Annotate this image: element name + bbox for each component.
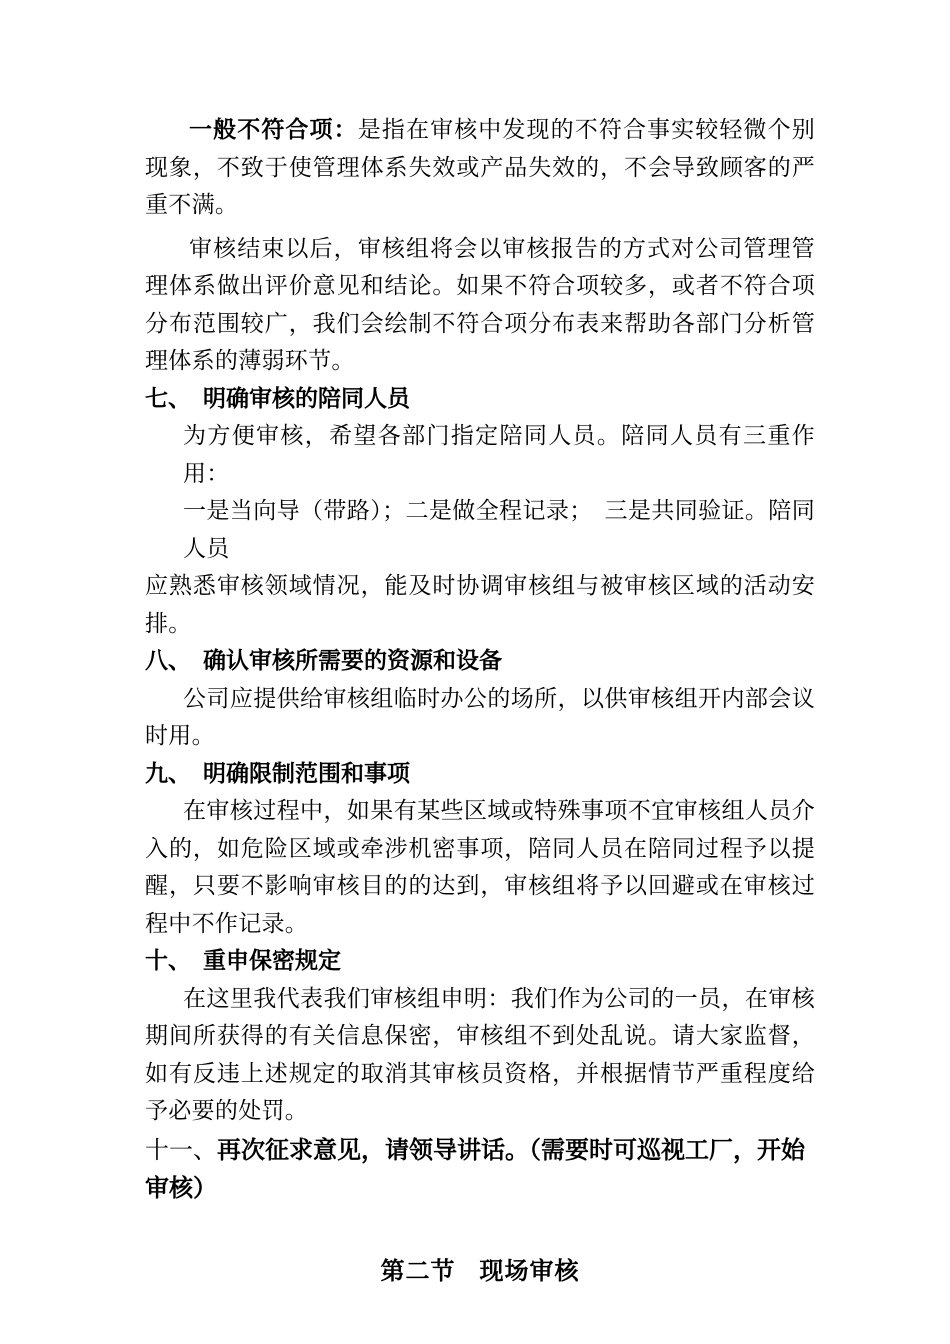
heading-title: 重申保密规定 bbox=[203, 948, 341, 974]
heading-number: 八、 bbox=[145, 648, 191, 674]
heading-title: 再次征求意见，请领导讲话。 bbox=[217, 1135, 529, 1164]
heading-number: 七、 bbox=[145, 385, 191, 412]
sec9-text: 在审核过程中，如果有某些区域或特殊事项不宜审核组人员介入的，如危险区域或牵涉机密事项，陪同人员在陪同过程予以提醒，只要不影响审核目的的达到，审核组将予以回避或在审核过程中不作记录。 bbox=[145, 798, 815, 937]
section-title-part1: 第二节 bbox=[380, 1256, 456, 1285]
sec7-line-1: 为方便审核，希望各部门指定陪同人员。陪同人员有三重作用： bbox=[183, 423, 815, 487]
heading-number: 十、 bbox=[145, 948, 191, 974]
heading-note: （需要时可巡视工厂，开始审核） bbox=[145, 1135, 805, 1202]
sec7-line-2: 一是当向导（带路）；二是做全程记录； 三是共同验证。陪同人员 bbox=[183, 498, 815, 562]
section-title-part2: 现场审核 bbox=[479, 1256, 580, 1285]
heading-number: 九、 bbox=[145, 760, 191, 787]
heading-section-9 bbox=[145, 756, 815, 794]
minor-nonconformity-text: 是指在审核中发现的不符合事实较轻微个别现象，不致于使管理体系失效或产品失效的，不会导致顾客的严重不满。 bbox=[145, 117, 816, 218]
heading-number: 十一、 bbox=[145, 1135, 217, 1164]
heading-title: 明确审核的陪同人员 bbox=[203, 385, 410, 412]
heading-title: 确认审核所需要的资源和设备 bbox=[203, 648, 502, 674]
sec10-text: 在这里我代表我们审核组申明：我们作为公司的一员，在审核期间所获得的有关信息保密，审核组不到处乱说。请大家监督，如有反违上述规定的取消其审核员资格，并根据情节严重程度给予必要的处罚。 bbox=[145, 985, 815, 1124]
term-minor-nonconformity: 一般不符合项： bbox=[189, 117, 358, 143]
heading-section-8 bbox=[145, 643, 815, 681]
sec8-text: 公司应提供给审核组临时办公的场所，以供审核组开内部会议时用。 bbox=[145, 685, 815, 749]
section-title bbox=[145, 1251, 815, 1286]
document-page bbox=[145, 112, 815, 1286]
heading-section-11 bbox=[145, 1131, 815, 1207]
heading-title: 明确限制范围和事项 bbox=[203, 760, 410, 787]
sec7-line-3: 应熟悉审核领域情况，能及时协调审核组与被审核区域的活动安排。 bbox=[145, 573, 815, 637]
paragraph-audit-report: 审核结束以后，审核组将会以审核报告的方式对公司管理管理体系做出评价意见和结论。如果不符合项较多，或者不符合项分布范围较广，我们会绘制不符合项分布表来帮助各部门分析管理体系的薄弱环节。 bbox=[145, 235, 815, 374]
heading-section-10 bbox=[145, 943, 815, 981]
heading-section-7 bbox=[145, 381, 815, 419]
paragraph-minor-nonconformity bbox=[145, 112, 815, 225]
